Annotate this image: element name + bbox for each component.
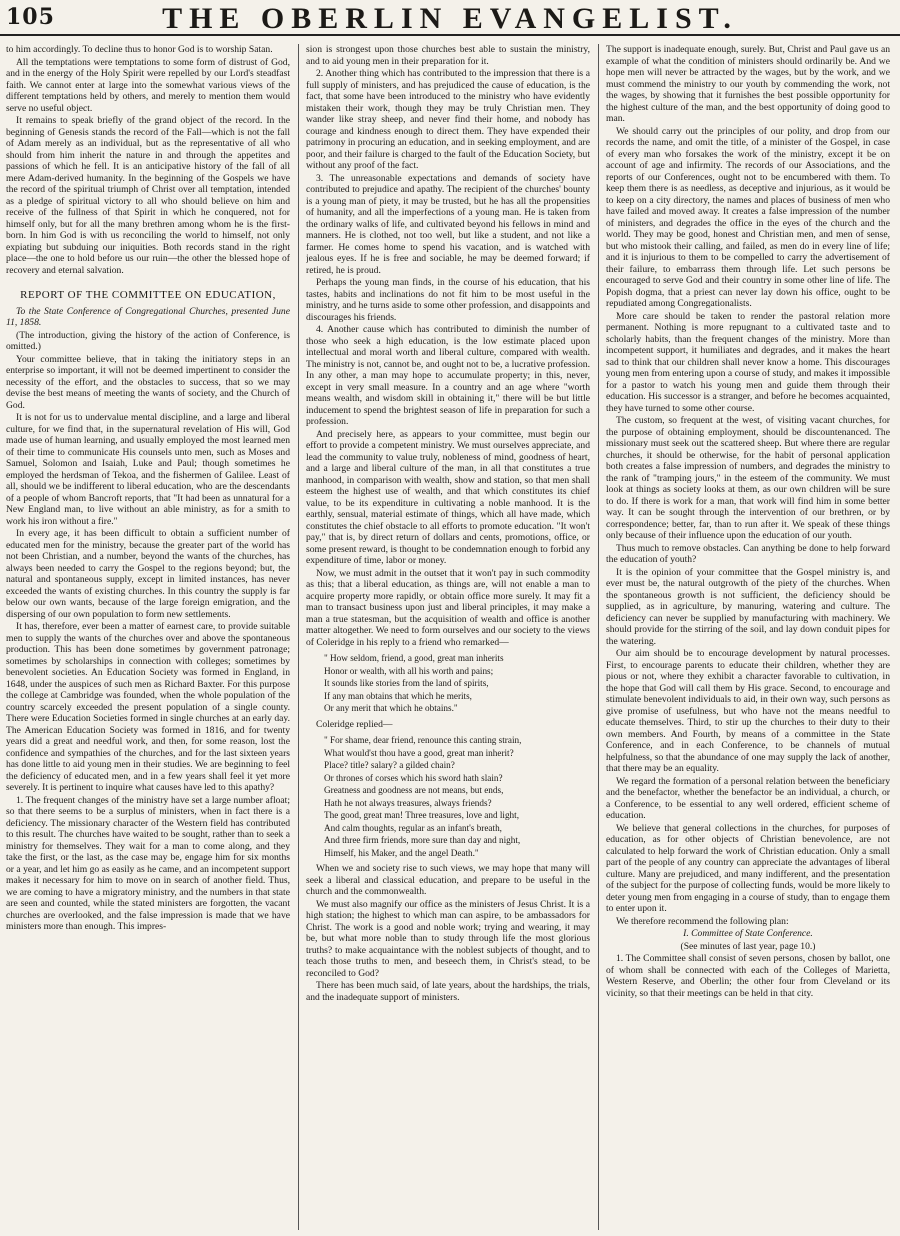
article-heading: REPORT OF THE COMMITTEE ON EDUCATION, (20, 289, 276, 301)
columns (6, 44, 894, 1230)
paragraph: Now, we must admit in the outset that it won't pay in such commodity as this; that a liberal education, as things are, will not enable a man to acquire property more rapidly, or obtain office more surely. It may fit a man to transact business upon just and liberal principles, it may make a man a true statesman, but the acquisition of wealth and office is another matter altogether. We need to form ourselves and our society to the views of Coleridge in his reply to a friend who remarked— (306, 567, 590, 648)
poem-quote (324, 652, 590, 715)
poem-line: And three firm friends, more sure than day and night, (324, 835, 521, 845)
section-note: (See minutes of last year, page 10.) (680, 940, 816, 952)
poem-line: Or thrones of corses which his sword hath slain? (324, 772, 503, 783)
column-divider (598, 44, 599, 1230)
paragraph: Perhaps the young man finds, in the course of his education, that his tastes, habits and inclinations do not fit him to be most useful in the ministry, and he turns aside to some other profession, and disappoints and discourages his friends. (306, 277, 590, 323)
paragraph: to him accordingly. To decline thus to honor God is to worship Satan. (6, 44, 273, 55)
paragraph: We believe that general collections in the churches, for purposes of education, as for other objects of Christian benevolence, are not calculated to help forward the work of Christian education. Only a small part of the people of any country can appreciate the advantages of liberal culture. Many are prejudiced, and many indifferent, and the presentation of the subject for the purpose of collecting funds, would be more likely to deter young men from engaging in a course of study, than to engage them to enter upon it. (606, 822, 890, 914)
paragraph: 2. Another thing which has contributed to the impression that there is a full supply of ministers, and has prejudiced the cause of education, is the fact, that some have been introduced to the ministry who have evidently mistaken their work, though they may be truly Christian men. They wander like stray sheep, and never find their home, and nobody has courage and kindness enough to direct them. They have expended their patrimony in procuring an education, and in seeking employment, and are poor, and their failure is charged to the fault of the Education Society, but without any proof of the fact. (306, 68, 590, 171)
paragraph: We regard the formation of a personal relation between the beneficiary and the benefactor, whether the benefactor be an individual, a church, or a Conference, to be essential to any well ordered, efficient scheme of education. (606, 775, 890, 821)
poem-line: " How seldom, friend, a good, great man inherits (324, 653, 504, 663)
column-2 (306, 44, 590, 1230)
poem-line: What would'st thou have a good, great man inherit? (324, 747, 514, 758)
poem-line: Himself, his Maker, and the angel Death." (324, 847, 479, 858)
column-3 (606, 44, 890, 1230)
article-intro-note: (The introduction, giving the history of the action of Conference, is omitted.) (6, 329, 290, 352)
article-address: To the State Conference of Congregational Churches, presented June 11, 1858. (6, 305, 290, 328)
paragraph: It is not for us to undervalue mental discipline, and a large and liberal culture, for we find that, in the supernatural revelation of His will, God made use of human learning, and usually employed the most learned men of their time to communicate His counsels unto men, such as Moses and Samuel, Solomon and Isaiah, Luke and Paul; though sometimes he employed the herdsman of Tekoa, and the fishermen of Galilee. Least of all, should we be indifferent to liberal education, who are the descendants of a people of whom Bancroft reports, that "It had been as unnatural for a New England man, to live without an able ministry, as for a smith to work his iron without a fire." (6, 412, 290, 527)
poem-line: The good, great man! Three treasures, love and light, (324, 810, 519, 820)
poem-line: It sounds like stories from the land of spirits, (324, 678, 489, 688)
paragraph: Our aim should be to encourage development by natural processes. First, to encourage parents to educate their children, whether they are pious or not, where they exhibit a character favorable to cultivation, in the hope that God will call them by His grace. Second, to encourage and stimulate benevolent individuals to aid, in their own way, such persons as give promise of usefulness, but who have not the means needful to educate themselves. Third, to stir up the churches to their duty to their own members. And Fourth, by means of a committee in the State Conference, and in each Conference, to be channels of mutual helpfulness, so that the abundance of one may supply the lack of another, that there may be an equality. (606, 648, 890, 774)
paragraph: We must also magnify our office as the ministers of Jesus Christ. It is a high station; the highest to which man can aspire, to be ambassadors for Christ. The work is a good and noble work; trying and wearing, it may be, but what more noble than to study through life the most glorious truths? to make acquaintance with the noblest subjects of thought, and to teach those truths to men, and beseech them, in Christ's stead, to be reconciled to God? (306, 898, 590, 979)
paragraph: The custom, so frequent at the west, of visiting vacant churches, for the purpose of obtaining employment, should be discountenanced. The missionary must seek out the scattered sheep. But where there are regular churches, it should be otherwise, for the habit of personal application both creates a false impression of numbers, and degrades the ministry to the rank of "tramping jours," in the esteem of the community. We must look at things as society looks at them, as our own children will be sure to do. If there is work for a man, that work will find him in some better way. It can be sought through the intervention of our brethren, or by correspondence; better, far, than to run after it. We speak of these things only because of their influence upon the education of our youth. (606, 415, 890, 541)
poem-line: " For shame, dear friend, renounce this canting strain, (324, 735, 522, 745)
paragraph: We therefore recommend the following plan: (616, 915, 789, 927)
column-1 (6, 44, 290, 1230)
paragraph: Thus much to remove obstacles. Can anything be done to help forward the education of youth? (606, 542, 890, 565)
masthead (0, 0, 900, 36)
paragraph: There has been much said, of late years, about the hardships, the trials, and the inadequate support of ministers. (306, 980, 590, 1003)
poem-line: And calm thoughts, regular as an infant's breath, (324, 822, 502, 833)
paragraph: 3. The unreasonable expectations and demands of society have contributed to prejudice and apathy. The recipient of the churches' bounty is a young man of piety, it may be trusted, but he has all the propensities of humanity, and all the imperfections of a young man. He is taken from the ordinary walks of life, and cultivated beyond his fellows in mind and manners. He is clothed, not too well, but like a student, and not like a farmer. He comes home to spend his vacation, and is watched with jealous eyes. If he is free and sociable, he may be deemed forward; if retired, he is proud. (306, 172, 590, 276)
paragraph: We should carry out the principles of our polity, and drop from our records the name, and omit the title, of a minister of the Gospel, in case of every man who forsakes the work of the ministry, except it be on account of age and infirmity. The records of our Associations, and the reports of our Conferences, ought not to be encumbered with them. To keep them there is as needless, as deceptive and injurious, as it would be to keep on a city directory, the names and places of business of men who have failed and moved away. It creates a false impression of the number of ministers, and degrades the office in the eyes of the church and the world. They may be good, honest and Christian men, and men of sense, but who mistook their calling, and failed, as men do in every line of life; and it is injurious to them to be compelled to carry the advertisement of their failure, to embarrass them through life. Let such persons be encouraged to serve God and their country in some other line of life. The Popish dogma, that a priest can never lay down his office, ought to be repudiated among Congregationalists. (606, 125, 890, 309)
paragraph: It has, therefore, ever been a matter of earnest care, to provide suitable men to supply the wants of the churches over and above the spontaneous production. This has been done sometimes by government patronage; sometimes by scholarships in connection with colleges; sometimes by benevolent societies. An Education Society was formed in England, in 1648, under the auspices of such men as Richard Baxter. For this purpose the college at Cambridge was founded, when the whole population of the country scarcely exceeded the present population of a single county. There were Education Societies formed in single churches at an early day. The American Education Society was formed in 1816, and for twenty years did a great and needful work, and then, for some reason, lost the confidence and sympathies of the churches, and for the last sixteen years has done little to aid young men in their studies. We are beginning to feel the deficiency of educated men, and in a few years shall feel it yet more severely. It is pertinent to inquire what causes have led to this apathy? (6, 621, 290, 793)
paragraph: And precisely here, as appears to your committee, must begin our effort to provide a competent ministry. We must ourselves appreciate, and lead the community to value truly, nobleness of mind, goodness of heart, and a large and liberal culture of the man, in all that constitutes a true manhood, in comparison with wealth, show and station, so that men shall esteem the highest use of wealth, and that which constitutes its chief value, to be its expenditure in cultivating a noble manhood. It is the earthly, sensual, material estimate of things, which all have made, which constitutes the chief obstacle to all efforts to promote education. "It won't pay," that is, by direct return of dollars and cents, promotions, office, or some present reward, is thought to be condemnation enough to forbid any expenditure of time, labor or money. (306, 428, 590, 566)
paragraph: 1. The Committee shall consist of seven persons, chosen by ballot, one of whom shall be connected with each of the Colleges of Marietta, Western Reserve, and Oberlin; the other four from Cleveland or its vicinity, so that their meetings can be held in that city. (606, 953, 890, 999)
paragraph: In every age, it has been difficult to obtain a sufficient number of educated men for the ministry, because the greater part of the world has not been Christian, and a number, beyond the wants of the churches, has always been needed to carry the Gospel to the regions beyond; but, the natural and spontaneous supply, except in limited instances, has never exceeded the wants of existing churches. In this country the supply is far below our own wants, because of the large foreign emigration, and the dispersing of our own population to form new settlements. (6, 528, 290, 620)
paragraph: It is the opinion of your committee that the Gospel ministry is, and ever must be, the natural outgrowth of the piety of the churches. When the spontaneous growth is not sufficient, the deficiency should be supplied, as in agriculture, by manuring, watering and culture. The deficiency can never be supplied by manufacturing with machinery. We should provide for the stirring of the soil, and lay down conduit pipes for the watering. (606, 566, 890, 647)
paragraph: When we and society rise to such views, we may hope that many will seek a liberal and classical education, and prepare to be useful in the church and the commonwealth. (306, 863, 590, 897)
paragraph: Coleridge replied— (316, 718, 393, 730)
poem-line: Honor or wealth, with all his worth and pains; (324, 665, 494, 676)
poem-line: Or any merit that which he obtains." (324, 703, 458, 713)
poem-reply (324, 734, 590, 859)
poem-line: Hath he not always treasures, always friends? (324, 797, 492, 808)
column-divider (298, 44, 299, 1230)
poem-line: If any man obtains that which he merits, (324, 690, 472, 701)
paragraph: It remains to speak briefly of the grand object of the record. In the beginning of Genesis stands the record of the Fall—which is not the fall of Adam merely as an individual, but as the representative of all who should from him inherit the nature in and through the appetites and passions of which he fell. It is an anticipative history of the fall of all mere Adam-derived humanity. In the beginning of the Gospels we have the record of the spiritual triumph of Christ over all temptation, intended as a pledge of spiritual victory to all who should believe on him and receive of the fullness of that Spirit in which he conquered, not for himself only, but for all the many brethren among whom he is the first-born. In him God is with us reconciling the world to himself, not only expiating but subduing our iniquities. Both records stand in the right place—the one to hold before us our ruin—the other the blessed hope of recovery and eternal salvation. (6, 115, 290, 276)
paragraph: More care should be taken to render the pastoral relation more permanent. Nothing is more repugnant to a cultivated taste and to scholarly habits, than the frequent changes of the ministry. More than incompetent support, it humiliates and degrades, and it makes the heart sad to think that our children shall never know a home. This discourages young men from entering upon a course of study, and makes it impossible for a pastor to watch his young men and guide them through their education. His successor is a stranger, and before he becomes acquainted, they have turned to some other course. (606, 310, 890, 414)
page-number: 105 (6, 4, 55, 30)
paragraph: 4. Another cause which has contributed to diminish the number of those who seek a high education, is the low estimate placed upon intellectual and moral worth and liberal culture, compared with wealth. The ministry is not, cannot be, and ought not to be, a lucrative profession. In any other, a man may hope to accumulate property; in this, never, except in very small measure. In a country and an age where "worth means wealth, and wisdom skill in obtaining it," there will be but little inducement to spend the brightest season of life in preparation for such a profession. (306, 324, 590, 427)
poem-line: Greatness and goodness are not means, but ends, (324, 785, 504, 795)
paragraph: The support is inadequate enough, surely. But, Christ and Paul gave us an example of what the condition of ministers should ordinarily be. And we hope men will never be attracted by the wages, but by the work, and we must commend the ministry to our youth by commending the work, not the wages, by showing that it furnishes the best possible opportunity for the highest culture of the man, and the best opportunity of doing good to man. (606, 44, 890, 124)
newspaper-title: THE OBERLIN EVANGELIST. (162, 2, 738, 35)
paragraph: sion is strongest upon those churches best able to sustain the ministry, and to aid young men in their preparation for it. (306, 44, 590, 67)
paragraph: All the temptations were temptations to some form of distrust of God, and in the energy of the Holy Spirit were repelled by our Lord's steadfast faith. We cannot enter at large into the somewhat various views of the different temptations held by others, and merely to mention them would serve no useful object. (6, 56, 290, 114)
section-heading: I. Committee of State Conference. (683, 928, 813, 939)
paragraph: Your committee believe, that in taking the initiatory steps in an enterprise so important, it will not be deemed impertinent to consider the necessity of the effort, and the obstacles to success, that so we may devise the best means of meeting the wants of society, and the Church of God. (6, 353, 290, 411)
poem-line: Place? title? salary? a gilded chain? (324, 760, 455, 770)
paragraph: 1. The frequent changes of the ministry have set a large number afloat; so that there seems to be a surplus of ministers, when in fact there is a deficiency. The missionary character of the Western field has contributed to this result. The churches have waited to be sought, rather than to seek a ministry for themselves. They wait for a man to come along, and they take the first, or the last, as the case may be, engage him for six months or a year, and let him go as easily as he came, and an incompetent support makes it necessary for him to move on in search of another field. Thus, we are coming to have a migratory ministry, and the numbers in that state are seen and counted, while the stated ministers are forgotten, the vacant churches are overlooked, and the false impression is made that we have ministers more than enough. This impres- (6, 794, 290, 932)
